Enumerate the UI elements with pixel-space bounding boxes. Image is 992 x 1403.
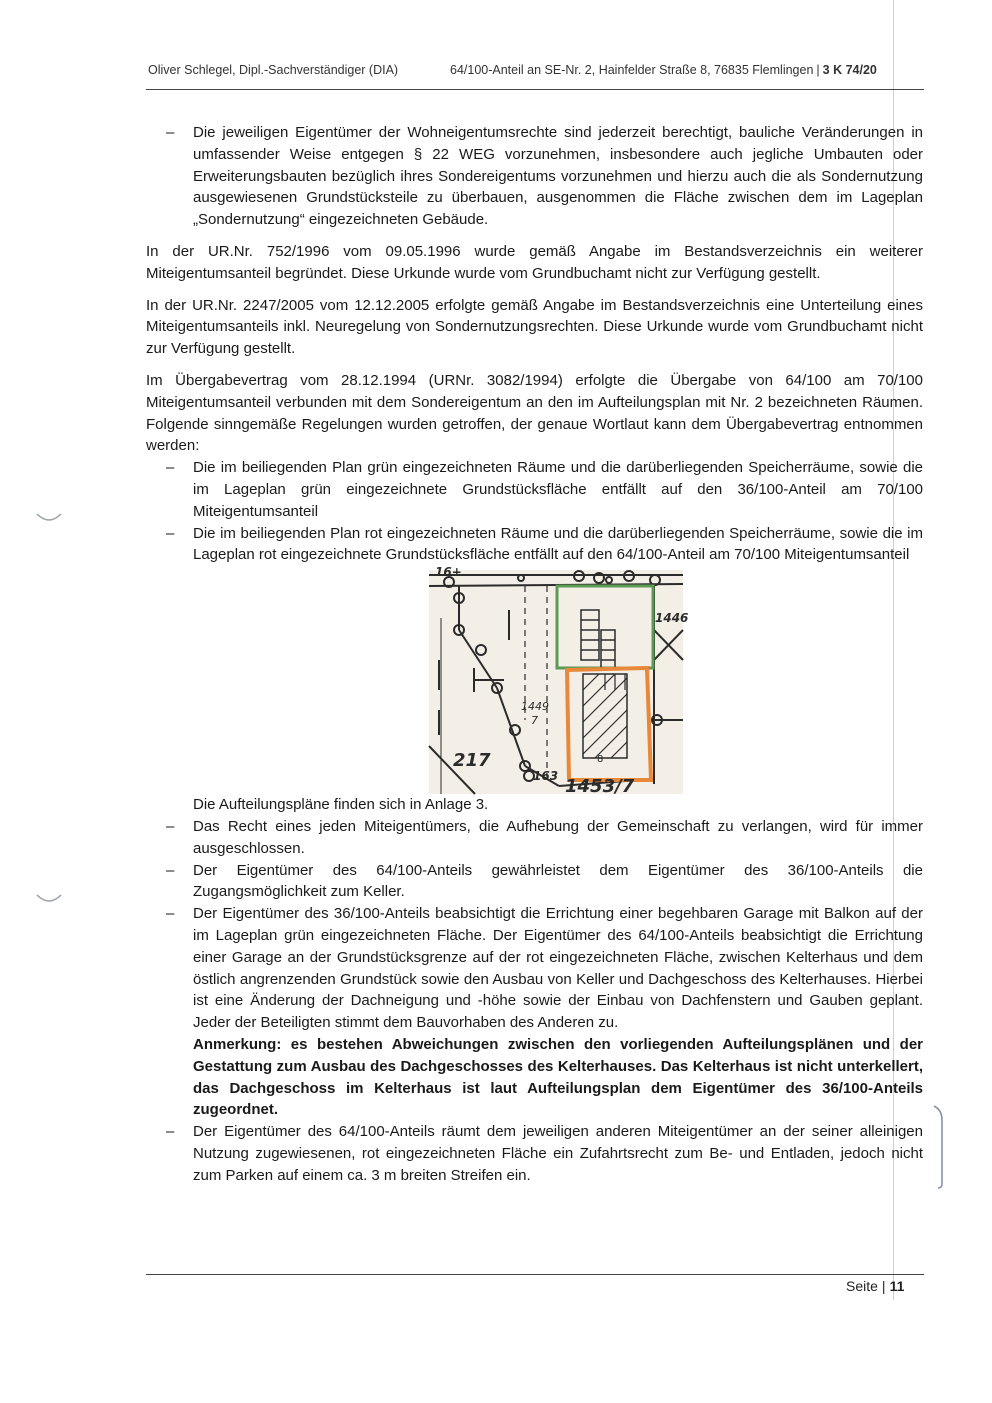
- intro-list-item: – Die jeweiligen Eigentümer der Wohneigentumsrechte sind jederzeit berechtigt, bauliche Veränderungen in umfassender Weise entgegen § 22 WEG vorzunehmen, insbesondere auch jegliche Umbauten oder Erweiterungsbauten bezüglich ihres Sondereigentums vorzunehmen und hierzu auch die als Sondernutzung ausgewiesenen Grundstücksteile zu überbauen, ausgenommen die Fläche zwischen dem im Lageplan „Sondernutzung“ eingezeichneten Gebäude.: [146, 122, 923, 231]
- punch-hole-mark-upper: [36, 512, 62, 524]
- header-rule: [146, 89, 924, 90]
- garage-rule-text: Der Eigentümer des 36/100-Anteils beabsichtigt die Errichtung einer begehbaren Garage mit Balkon auf der im Lageplan grün eingezeichneten Fläche. Der Eigentümer des 64/100-Anteils beabsichtigt die Errichtung einer Garage an der Grundstücksgrenze auf der rot eingezeichneten Fläche, zwischen Kelterhaus und dem östlich angrenzenden Grundstück sowie den Ausbau von Keller und Dachgeschoss des Kelterhauses. Hierbei ist eine Änderung der Dachneigung und -höhe sowie der Einbau von Dachfenstern und Gauben geplant. Jeder der Beteiligten stimmt dem Bauvorhaben des Anderen zu.: [193, 905, 923, 1032]
- margin-brace-mark: [930, 1104, 944, 1190]
- page-footer: [846, 1278, 904, 1294]
- footer-separator: |: [881, 1278, 886, 1294]
- map-label-center-parcel-bottom: 7: [531, 714, 538, 728]
- header-case-number: 3 K 74/20: [822, 63, 877, 77]
- site-plan-map: [429, 565, 689, 798]
- footer-page-number: 11: [889, 1278, 905, 1294]
- rule-cellar-access: – Der Eigentümer des 64/100-Anteils gewährleistet dem Eigentümer des 36/100-Anteils die Zugangsmöglichkeit zum Keller.: [146, 860, 923, 904]
- map-label-small-parcel: 163: [533, 769, 559, 784]
- header-address: 64/100-Anteil an SE-Nr. 2, Hainfelder Straße 8, 76835 Flemlingen: [450, 63, 814, 77]
- rule-access-right: – Der Eigentümer des 64/100-Anteils räumt dem jeweiligen anderen Miteigentümer an der seiner alleinigen Nutzung zugewiesenen, rot eingezeichneten Fläche ein Zufahrtsrecht zum Be- und Entladen, jedoch nicht zum Parken auf einem ca. 3 m breiten Streifen ein.: [146, 1121, 923, 1186]
- site-plan-caption: Die Aufteilungspläne finden sich in Anlage 3.: [193, 796, 489, 814]
- paragraph-uebergabevertrag: Im Übergabevertrag vom 28.12.1994 (URNr. 3082/1994) erfolgte die Übergabe von 64/100 am 70/100 Miteigentumsanteil verbunden mit dem Sondereigentum an den im Aufteilungsplan mit Nr. 2 bezeichneten Räumen. Folgende sinngemäße Regelungen wurden getroffen, der genaue Wortlaut kann dem Übergabevertrag entnommen werden:: [146, 371, 923, 455]
- intro-list: [146, 122, 923, 231]
- header-author: Oliver Schlegel, Dipl.-Sachverständiger (DIA): [148, 63, 399, 77]
- rule-green-area: – Die im beiliegenden Plan grün eingezeichneten Räume und die darüberliegenden Speicherräume, sowie die im Lageplan grün eingezeichnete Grundstücksfläche entfällt auf den 36/100-Anteil am 70/100 Miteigentumsanteil: [146, 457, 923, 522]
- paragraph-ur-1996: In der UR.Nr. 752/1996 vom 09.05.1996 wurde gemäß Angabe im Bestandsverzeichnis ein weiterer Miteigentumsanteil begründet. Diese Urkunde wurde vom Grundbuchamt nicht zur Verfügung gestellt.: [146, 242, 923, 282]
- site-plan-excerpt: [429, 565, 689, 798]
- rules-list: [146, 457, 923, 566]
- map-label-left-parcel: 217: [453, 750, 491, 772]
- paragraph-ur-2005: In der UR.Nr. 2247/2005 vom 12.12.2005 erfolgte gemäß Angabe im Bestandsverzeichnis eine Unterteilung eines Miteigentumsanteils inkl. Neuregelung von Sondernutzungsrechten. Diese Urkunde wurde vom Grundbuchamt nicht zur Verfügung gestellt.: [146, 296, 923, 358]
- header-separator: |: [816, 63, 820, 77]
- map-label-house-number: 8: [597, 754, 604, 766]
- annotation-note: Anmerkung: es bestehen Abweichungen zwischen den vorliegenden Aufteilungsplänen und der Gestattung zum Ausbau des Dachgeschosses des Kelterhauses. Das Kelterhaus ist nicht unterkellert, das Dachgeschoss im Kelterhaus ist laut Aufteilungsplan dem Eigentümer des 36/100-Anteils zugeordnet.: [193, 1035, 923, 1119]
- map-label-center-parcel-top: 1449: [521, 700, 549, 714]
- footer-page-label: Seite: [846, 1278, 878, 1294]
- document-body: [146, 122, 923, 1186]
- header-subject: [450, 63, 877, 77]
- rule-red-area: – Die im beiliegenden Plan rot eingezeichneten Räume und die darüberliegenden Speicherräume, sowie die im Lageplan rot eingezeichnete Grundstücksfläche entfällt auf den 64/100-Anteil am 70/100 Miteigentumsanteil: [146, 523, 923, 567]
- punch-hole-mark-lower: [36, 893, 62, 905]
- map-label-right-parcel: 1446: [655, 611, 689, 626]
- map-label-bottom-parcel: 1453/7: [565, 776, 635, 798]
- further-rules-list: [146, 816, 923, 1187]
- rule-no-dissolution: – Das Recht eines jeden Miteigentümers, die Aufhebung der Gemeinschaft zu verlangen, wird für immer ausgeschlossen.: [146, 816, 923, 860]
- footer-rule: [146, 1274, 924, 1275]
- rule-garage-construction: [146, 903, 923, 1121]
- map-label-top-left: 16+: [435, 565, 462, 580]
